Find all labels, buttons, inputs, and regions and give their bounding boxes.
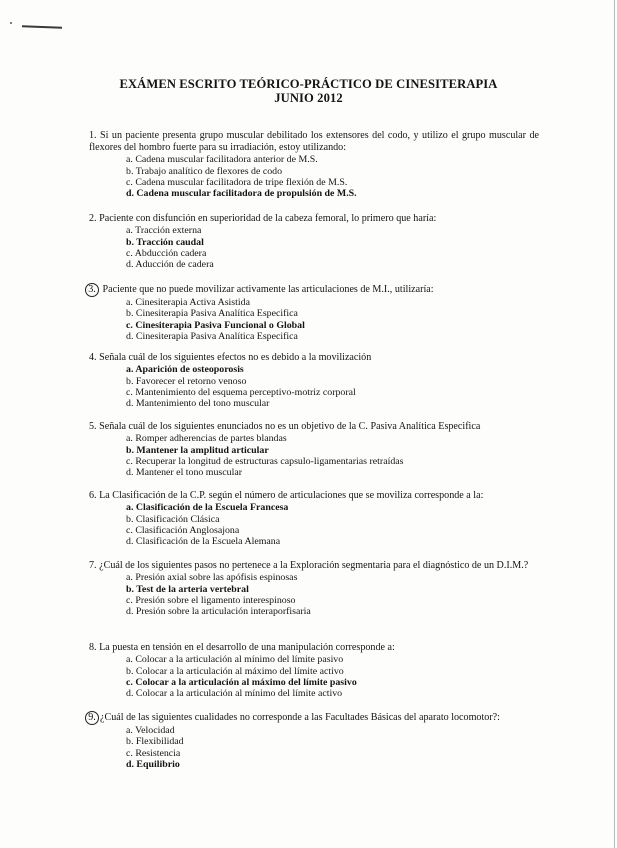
page-edge [614,0,615,848]
question-6 [89,490,539,547]
question-5-stem: 5. Señala cuál de los siguientes enunciados no es un objetivo de la C. Pasiva Analítica Especifica [89,421,481,432]
option: d. Mantener el tono muscular [126,467,242,479]
question-2-options [89,225,539,270]
option: c. Resistencia [126,747,181,759]
option: b. Colocar a la articulación al máximo del límite activo [126,665,344,677]
scan-speck [10,22,12,24]
option: c. Mantenimiento del esquema perceptivo-motriz corporal [126,386,356,398]
option: c. Cadena muscular facilitadora de tripe flexión de M.S. [126,177,348,188]
question-8 [89,642,539,699]
question-8-options [89,654,539,699]
option-correct: b. Mantener la amplitud articular [126,444,269,456]
question-number: 1. [89,130,97,141]
question-2-stem: 2. Paciente con disfunción en superioridad de la cabeza femoral, lo primero que haría: [89,213,437,224]
option: d. Mantenimiento del tono muscular [126,398,270,410]
question-3-options [89,297,539,342]
exam-date: JUNIO 2012 [274,91,343,105]
question-number: 5. [89,421,97,432]
option-correct: d. Cadena muscular facilitadora de propulsión de M.S. [126,188,357,200]
question-5-options [89,433,539,478]
option: a. Tracción externa [126,225,202,237]
question-4-options [89,364,539,409]
question-3 [89,283,539,342]
option: c. Presión sobre el ligamento interespinoso [126,594,296,606]
question-8-stem: 8. La puesta en tensión en el desarrollo de una manipulación corresponde a: [89,642,395,653]
question-9-options [89,725,539,770]
option: a. Cadena muscular facilitadora anterior de M.S. [126,154,318,166]
question-6-options [89,502,539,547]
option-correct: c. Cinesiterapia Pasiva Funcional o Global [126,319,305,331]
option: a. Colocar a la articulación al mínimo del límite pasivo [126,654,344,666]
option: a. Cinesiterapia Activa Asistida [126,297,250,308]
option: b. Cinesiterapia Pasiva Analítica Especifica [126,308,298,320]
option: d. Clasificación de la Escuela Alemana [126,536,281,548]
option: b. Trabajo analítico de flexores de codo [126,165,283,177]
question-1-stem: 1. Si un paciente presenta grupo muscular debilitado los extensores del codo, y utilizo el grupo muscular de flexores del hombro fuerte para su irradiación, estoy utilizando: [89,130,539,154]
question-number-circled: 9. [85,711,99,725]
option: a. Velocidad [126,725,175,736]
scan-mark [22,25,62,28]
question-9 [89,711,539,770]
option: a. Romper adherencias de partes blandas [126,433,287,445]
question-number: 8. [89,642,97,653]
option-correct: b. Test de la arteria vertebral [126,583,249,595]
question-3-stem: 3. Paciente que no puede movilizar activamente las articulaciones de M.I., utilizaría: [89,283,539,297]
question-number-circled: 3. [85,283,99,297]
question-2 [89,213,539,270]
question-7-options [89,572,539,617]
option: b. Flexibilidad [126,736,184,748]
option: d. Colocar a la articulación al mínimo del límite activo [126,688,343,700]
question-7 [89,560,539,617]
question-number: 2. [89,213,97,224]
question-1-options [89,154,539,199]
question-6-stem: 6. La Clasificación de la C.P. según el número de articulaciones que se moviliza corresponde a la: [89,490,484,501]
question-4 [89,352,539,409]
option: d. Cinesiterapia Pasiva Analítica Especifica [126,330,298,342]
option: c. Clasificación Anglosajona [126,524,240,536]
exam-title: EXÁMEN ESCRITO TEÓRICO-PRÁCTICO DE CINESITERAPIA [119,77,498,91]
question-4-stem: 4. Señala cuál de los siguientes efectos no es debido a la movilización [89,352,372,363]
question-number: 7. [89,560,97,571]
option: a. Presión axial sobre las apófisis espinosas [126,572,298,584]
question-number: 4. [89,352,97,363]
option-correct: c. Colocar a la articulación al máximo del límite pasivo [126,676,357,688]
option: c. Abducción cadera [126,247,207,259]
option-correct: a. Clasificación de la Escuela Francesa [126,502,289,514]
question-9-stem: 9. ¿Cuál de las siguientes cualidades no corresponde a las Facultades Básicas del aparato locomotor?: [89,711,539,725]
option: c. Recuperar la longitud de estructuras capsulo-ligamentarias retraídas [126,455,404,467]
question-number: 6. [89,490,97,501]
option-correct: b. Tracción caudal [126,236,204,248]
option-correct: d. Equilibrio [126,758,180,770]
option-correct: a. Aparición de osteoporosis [126,364,244,376]
option: d. Presión sobre la articulación interaporfisaria [126,606,311,618]
option: b. Clasificación Clásica [126,513,220,525]
question-5 [89,421,539,478]
option: b. Favorecer el retorno venoso [126,375,247,387]
question-7-stem: 7. ¿Cuál de los siguientes pasos no pertenece a la Exploración segmentaria para el diagnóstico de un D.I.M.? [89,560,529,571]
option: d. Aducción de cadera [126,259,214,271]
question-1 [89,130,539,200]
